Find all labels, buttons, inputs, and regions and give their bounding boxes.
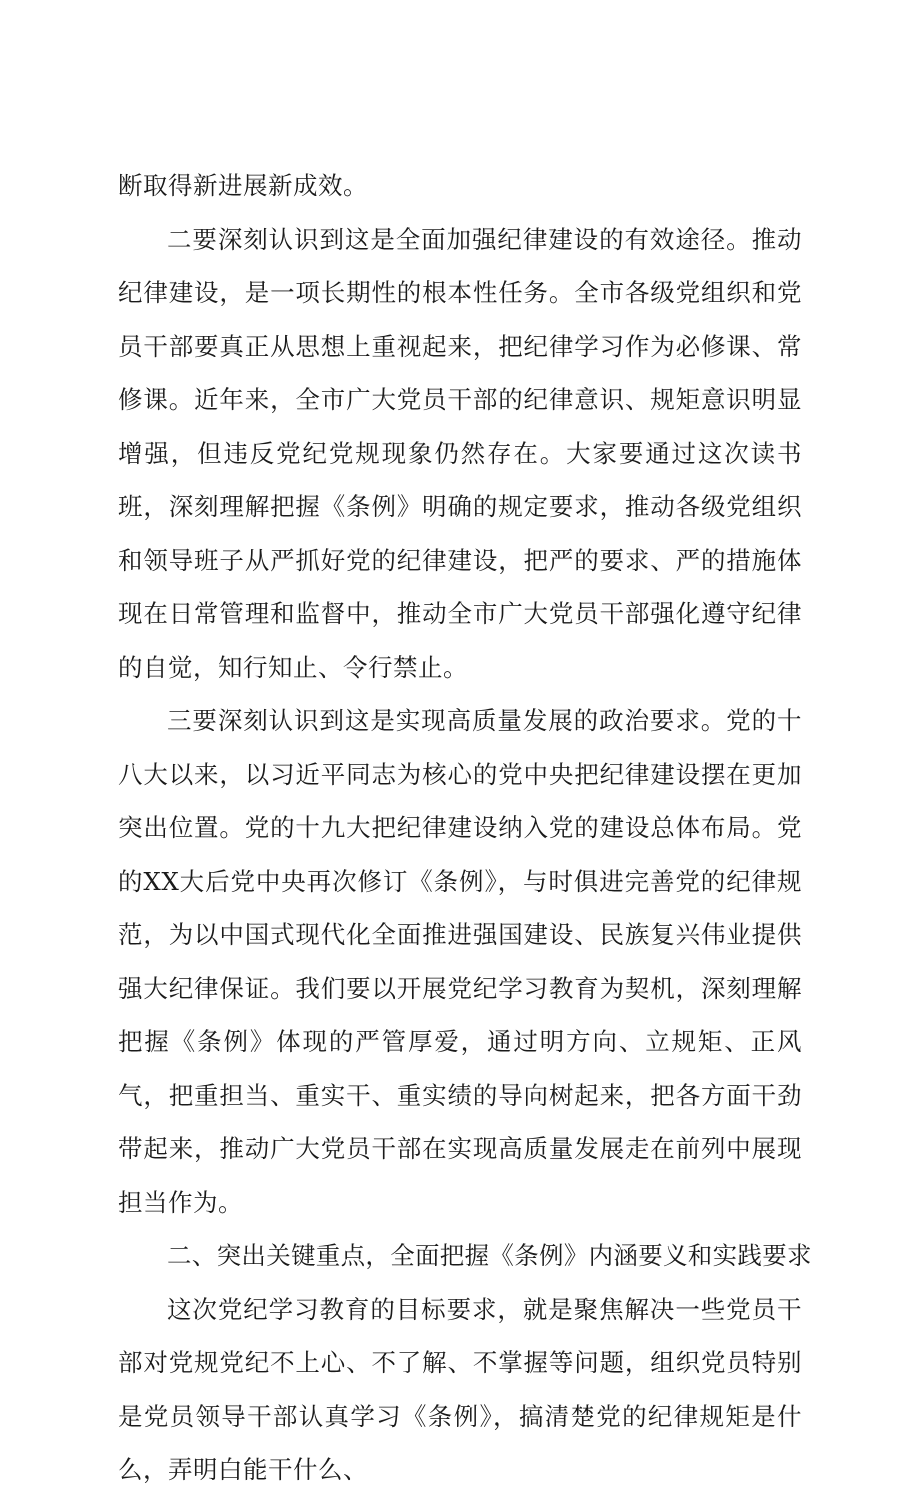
paragraph-study-goals: 这次党纪学习教育的目标要求，就是聚焦解决一些党员干部对党规党纪不上心、不了解、不掌握等问题，组织党员特别是党员领导干部认真学习《条例》，搞清楚党的纪律规矩是什么，弄明白能干什么、 (118, 1294, 802, 1484)
paragraph-continuation: 断取得新进展新成效。 (118, 171, 368, 200)
paragraph-high-quality-development: 三要深刻认识到这是实现高质量发展的政治要求。党的十八大以来，以习近平同志为核心的党中央把纪律建设摆在更加突出位置。党的十九大把纪律建设纳入党的建设总体布局。党的XX大后党中央再次修订《条例》，与时俱进完善党的纪律规范，为以中国式现代化全面推进强国建设、民族复兴伟业提供强大纪律保证。我们要以开展党纪学习教育为契机，深刻理解把握《条例》体现的严管厚爱，通过明方向、立规矩、正风气，把重担当、重实干、重实绩的导向树起来，把各方面干劲带起来，推动广大党员干部在实现高质量发展走在前列中展现担当作为。 (118, 706, 802, 1217)
section-heading: 二、突出关键重点，全面把握《条例》内涵要义和实践要求 (167, 1241, 812, 1270)
document-body (118, 159, 812, 1497)
paragraph-discipline-building: 二要深刻认识到这是全面加强纪律建设的有效途径。推动纪律建设，是一项长期性的根本性任务。全市各级党组织和党员干部要真正从思想上重视起来，把纪律学习作为必修课、常修课。近年来，全市广大党员干部的纪律意识、规矩意识明显增强，但违反党纪党规现象仍然存在。大家要通过这次读书班，深刻理解把握《条例》明确的规定要求，推动各级党组织和领导班子从严抓好党的纪律建设，把严的要求、严的措施体现在日常管理和监督中，推动全市广大党员干部强化遵守纪律的自觉，知行知止、令行禁止。 (118, 224, 802, 682)
